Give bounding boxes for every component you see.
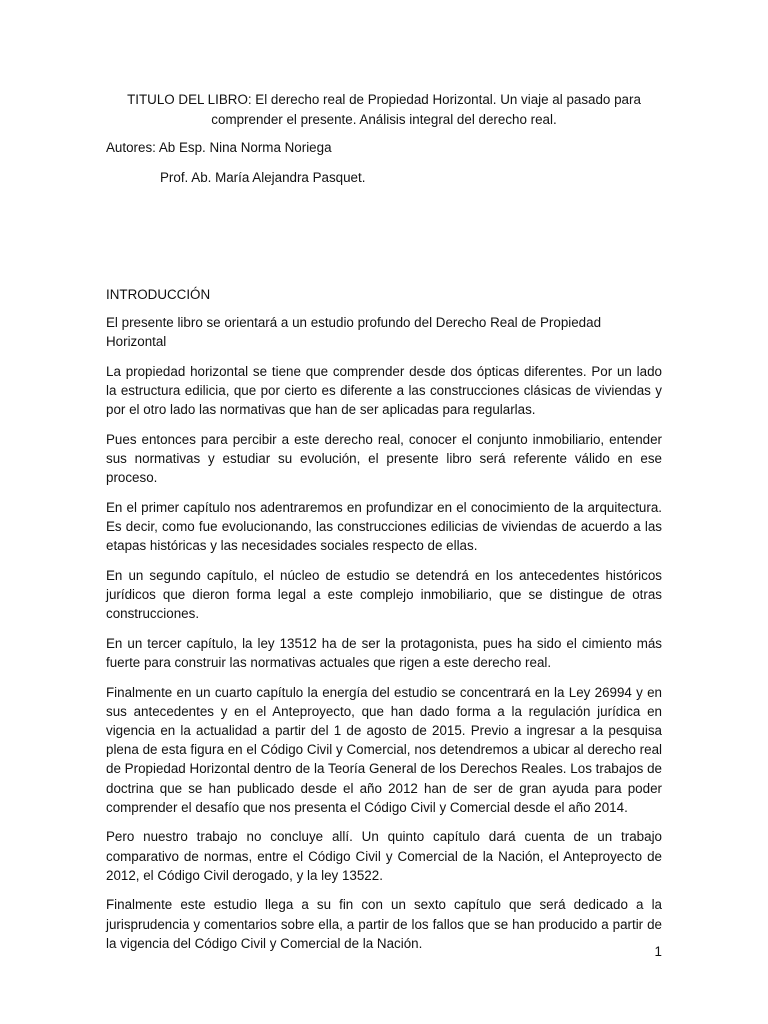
authors-line: Autores: Ab Esp. Nina Norma Noriega <box>106 140 332 155</box>
paragraph: En el primer capítulo nos adentraremos en profundizar en el conocimiento de la arquitectura. Es decir, como fue evolucionando, las construcciones edilicias de viviendas de acuerdo a las etapas históricas y las necesidades sociales respecto de ellas. <box>106 499 662 554</box>
page-number: 1 <box>654 944 662 959</box>
paragraph: Pues entonces para percibir a este derecho real, conocer el conjunto inmobiliario, entender sus normativas y estudiar su evolución, el presente libro será referente válido en ese proceso. <box>106 431 662 486</box>
paragraph: La propiedad horizontal se tiene que comprender desde dos ópticas diferentes. Por un lado la estructura edilicia, que por cierto es diferente a las construcciones clásicas de viviendas y por el otro lado las normativas que han de ser aplicadas para regularlas. <box>106 363 662 418</box>
paragraph: Pero nuestro trabajo no concluye allí. Un quinto capítulo dará cuenta de un trabajo comparativo de normas, entre el Código Civil y Comercial de la Nación, el Anteproyecto de 2012, el Código Civil derogado, y la ley 13522. <box>106 829 662 883</box>
paragraph: El presente libro se orientará a un estudio profundo del Derecho Real de Propiedad Horizontal <box>106 315 602 350</box>
section-heading: INTRODUCCIÓN <box>106 287 211 302</box>
second-author: Prof. Ab. María Alejandra Pasquet. <box>160 170 366 185</box>
paragraph: En un segundo capítulo, el núcleo de estudio se detendrá en los antecedentes históricos jurídicos que dieron forma legal a este complejo inmobiliario, que se distingue de otras construcciones. <box>106 567 662 622</box>
book-title: TITULO DEL LIBRO: El derecho real de Propiedad Horizontal. Un viaje al pasado para comprender el presente. Análisis integral del derecho real. <box>127 92 641 127</box>
document-body <box>106 313 662 963</box>
paragraph: Finalmente en un cuarto capítulo la energía del estudio se concentrará en la Ley 26994 y en sus antecedentes y en el Anteproyecto, que han dado forma a la regulación jurídica en vigencia en la actualidad a partir del 1 de agosto de 2015. Previo a ingresar a la pesquisa plena de esta figura en el Código Civil y Comercial, nos detendremos a ubicar al derecho real de Propiedad Horizontal dentro de la Teoría General de los Derechos Reales. Los trabajos de doctrina que se han publicado desde el año 2012 han de ser de gran ayuda para poder comprender el desafío que nos presenta el Código Civil y Comercial desde el año 2014. <box>106 684 662 815</box>
paragraph: En un tercer capítulo, la ley 13512 ha de ser la protagonista, pues ha sido el cimiento más fuerte para construir las normativas actuales que rigen a este derecho real. <box>106 635 662 670</box>
paragraph: Finalmente este estudio llega a su fin con un sexto capítulo que será dedicado a la jurisprudencia y comentarios sobre ella, a partir de los fallos que se han producido a partir de la vigencia del Código Civil y Comercial de la Nación. <box>106 897 662 951</box>
